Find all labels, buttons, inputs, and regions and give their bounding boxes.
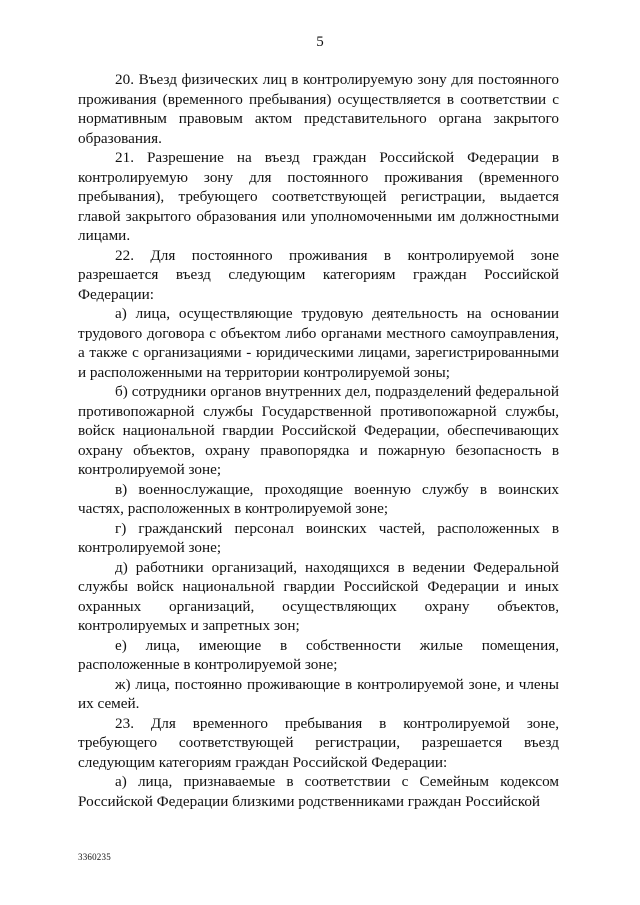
paragraph-23: 23. Для временного пребывания в контролируемой зоне, требующего соответствующей регистрации, разрешается въезд следующим категориям граждан Российской Федерации: (78, 714, 559, 771)
paragraph-22: 22. Для постоянного проживания в контролируемой зоне разрешается въезд следующим категориям граждан Российской Федерации: (78, 246, 559, 303)
list-item-22e: е) лица, имеющие в собственности жилые помещения, расположенные в контролируемой зоне; (78, 636, 559, 673)
page-number: 5 (316, 34, 324, 50)
list-item-22b: б) сотрудники органов внутренних дел, подразделений федеральной противопожарной службы Государственной противопожарной службы, войск национальной гвардии Российской Федерации, обеспечивающих охрану объектов, охрану правопорядка и пожарную безопасность в контролируемой зоне; (78, 383, 559, 478)
list-item-22zh: ж) лица, постоянно проживающие в контролируемой зоне, и члены их семей. (78, 675, 559, 712)
document-code: 3360235 (78, 852, 111, 862)
list-item-22a: а) лица, осуществляющие трудовую деятельность на основании трудового договора с объектом либо органами местного самоуправления, а также с организациями - юридическими лицами, зарегистрированными и расположенными на территории контролируемой зоны; (78, 305, 559, 381)
paragraph-20: 20. Въезд физических лиц в контролируемую зону для постоянного проживания (временного пребывания) осуществляется в соответствии с нормативным правовым актом представительного органа закрытого образования. (78, 71, 559, 147)
list-item-22g: г) гражданский персонал воинских частей, расположенных в контролируемой зоне; (78, 519, 559, 556)
list-item-22v: в) военнослужащие, проходящие военную службу в воинских частях, расположенных в контролируемой зоне; (78, 480, 559, 517)
paragraph-21: 21. Разрешение на въезд граждан Российской Федерации в контролируемую зону для постоянного проживания (временного пребывания), требующего соответствующей регистрации, выдается главой закрытого образования или уполномоченными им должностными лицами. (78, 149, 559, 244)
list-item-22d: д) работники организаций, находящихся в ведении Федеральной службы войск национальной гвардии Российской Федерации и иных охранных организаций, осуществляющих охрану объектов, контролируемых и запретных зон; (78, 558, 559, 634)
list-item-23a: а) лица, признаваемые в соответствии с Семейным кодексом Российской Федерации близкими родственниками граждан Российской (78, 773, 559, 810)
document-body (78, 70, 559, 811)
